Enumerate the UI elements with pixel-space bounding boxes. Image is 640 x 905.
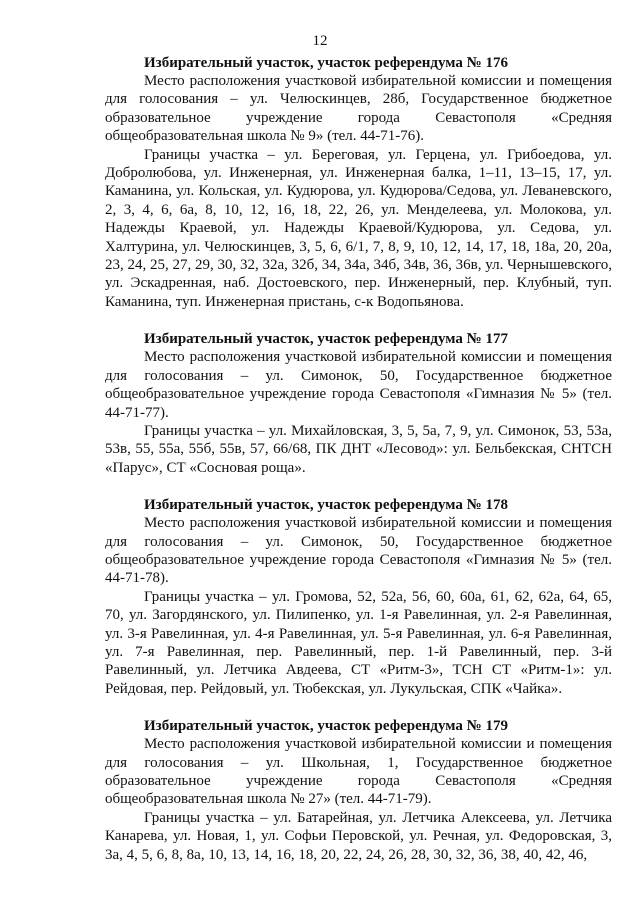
location-paragraph: Место расположения участковой избирательной комиссии и помещения для голосования – ул. Школьная, 1, Государственное бюджетное образовательное учреждение города Севастополя «Средняя общеобразовательная школа № 27» (тел. 44-71-79). [105,736,612,808]
section-heading: Избирательный участок, участок референдума № 177 [144,331,508,348]
document-body [105,54,612,864]
section-heading: Избирательный участок, участок референдума № 176 [144,55,508,71]
section-heading: Избирательный участок, участок референдума № 179 [144,718,508,735]
location-paragraph: Место расположения участковой избирательной комиссии и помещения для голосования – ул. Челюскинцев, 28б, Государственное бюджетное образовательное учреждение города Севастополя «Средняя общеобразовательная школа № 9» (тел. 44-71-76). [105,73,612,145]
polling-station-179 [105,717,612,864]
polling-station-178 [105,496,612,698]
location-paragraph: Место расположения участковой избирательной комиссии и помещения для голосования – ул. Симонок, 50, Государственное бюджетное общеобразовательное учреждение города Севастополя «Гимназия № 5» (тел. 44-71-77). [105,349,612,421]
polling-station-176 [105,54,612,311]
boundaries-paragraph: Границы участка – ул. Михайловская, 3, 5, 5а, 7, 9, ул. Симонок, 53, 53а, 53в, 55, 55а, 55б, 55в, 57, 66/68, ПК ДНТ «Лесовод»: ул. Бельбекская, СНТСН «Парус», СТ «Сосновая роща». [105,422,612,476]
polling-station-177 [105,330,612,477]
boundaries-paragraph: Границы участка – ул. Батарейная, ул. Летчика Алексеева, ул. Летчика Канарева, ул. Новая, 1, ул. Софьи Перовской, ул. Речная, ул. Федоровская, 3, 3а, 4, 5, 6, 8, 8а, 10, 13, 14, 16, 18, 20, 22, 24, 26, 28, 30, 32, 36, 38, 40, 42, 46, [105,809,612,863]
boundaries-paragraph: Границы участка – ул. Береговая, ул. Герцена, ул. Грибоедова, ул. Добролюбова, ул. Инженерная, ул. Инженерная балка, 1–11, 13–15, 17, ул. Каманина, ул. Кольская, ул. Кудюрова, ул. Кудюрова/Седова, ул. Леваневского, 2, 3, 4, 6, 6а, 8, 10, 12, 16, 18, 22, 26, ул. Менделеева, ул. Молокова, ул. Надежды Краевой, ул. Надежды Краевой/Кудюрова, ул. Седова, ул. Халтурина, ул. Челюскинцев, 3, 5, 6, 6/1, 7, 8, 9, 10, 12, 14, 17, 18, 18а, 20, 20а, 23, 24, 25, 27, 29, 30, 32, 32а, 32б, 34, 34а, 34б, 34в, 36, 36в, ул. Чернышевского, ул. Эскадренная, наб. Достоевского, пер. Инженерный, пер. Клубный, туп. Каманина, туп. Инженерная пристань, с-к Водопьянова. [105,146,612,310]
boundaries-paragraph: Границы участка – ул. Громова, 52, 52а, 56, 60, 60а, 61, 62, 62а, 64, 65, 70, ул. Загордянского, ул. Пилипенко, ул. 1-я Равелинная, ул. 2-я Равелинная, ул. 3-я Равелинная, ул. 4-я Равелинная, ул. 5-я Равелинная, ул. 6-я Равелинная, ул. 7-я Равелинная, пер. Равелинный, пер. 1-й Равелинный, пер. 3-й Равелинный, ул. Летчика Авдеева, СТ «Ритм-3», ТСН СТ «Ритм-1»: ул. Рейдовая, пер. Рейдовый, ул. Тюбекская, ул. Лукульская, СПК «Чайка». [105,588,612,697]
location-paragraph: Место расположения участковой избирательной комиссии и помещения для голосования – ул. Симонок, 50, Государственное бюджетное общеобразовательное учреждение города Севастополя «Гимназия № 5» (тел. 44-71-78). [105,515,612,587]
section-heading: Избирательный участок, участок референдума № 178 [144,497,508,514]
page-number: 12 [312,33,328,49]
